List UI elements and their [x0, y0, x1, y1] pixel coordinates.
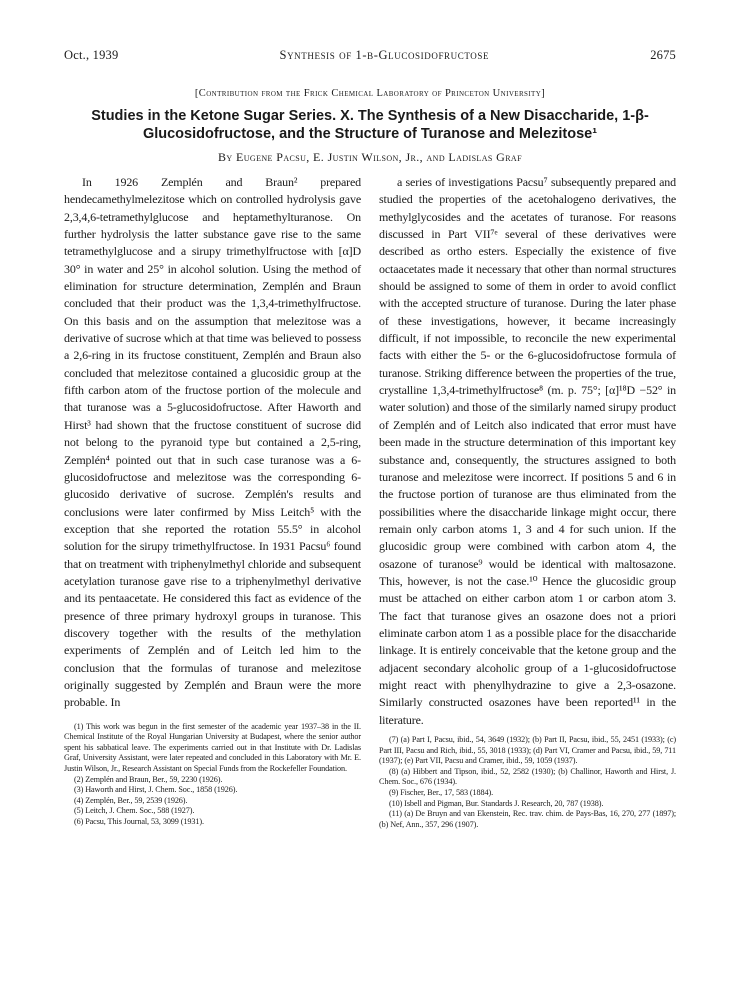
footnote-9: (9) Fischer, Ber., 17, 583 (1884). [389, 787, 494, 797]
footnote-3: (3) Haworth and Hirst, J. Chem. Soc., 1858 (1926). [74, 785, 238, 795]
author-byline: By Eugene Pacsu, E. Justin Wilson, Jr., and Ladislas Graf [218, 150, 522, 164]
left-footnotes [64, 722, 361, 828]
footnote-2: (2) Zemplén and Braun, Ber., 59, 2230 (1926). [74, 774, 223, 784]
header-date: Oct., 1939 [64, 48, 119, 62]
footnote-8: (8) (a) Hibbert and Tipson, ibid., 52, 2582 (1930); (b) Challinor, Haworth and Hirst, J. Chem. Soc., 676 (1934). [379, 766, 676, 787]
header-running-title: Synthesis of 1-β-Glucosidofructose [279, 48, 490, 62]
left-column [64, 174, 361, 830]
journal-page [64, 48, 676, 988]
right-footnotes [379, 735, 676, 830]
article-title: Studies in the Ketone Sugar Series. X. The Synthesis of a New Disaccharide, 1-β-Glucosidofructose, and the Structure of Turanose and Melezitose¹ [91, 108, 649, 142]
left-column-body: In 1926 Zemplén and Braun² prepared hendecamethylmelezitose which on controlled hydrolysis gave 2,3,4,6-tetramethylglucose and heptamethylturanose. On further hydrolysis the latter substance gave rise to the same tetramethylglucose and a sirupy trimethylfructose with [α]D 30° in water and 25° in alcohol solution. Using the method of elimination for structure determination, Zemplén and Braun concluded that their product was the 1,3,4-trimethylfructose. On this basis and on the assumption that melezitose was a derivative of sucrose which at that time was believed to possess a 2,6-ring in its fructose constituent, Zemplén and Braun also concluded that melezitose contained a glucosidic group at the fifth carbon atom of the fructose portion of the molecule and that turanose was a 5-glucosidofructose. After Haworth and Hirst³ had shown that the fructose constituent of sucrose did not belong to the pyranoid type but contained a 2,5-ring, Zemplén⁴ pointed out that in such case turanose was a 6-glucosidofructose and melezitose was the corresponding 6-glucosido derivative of sucrose. Zemplén's results and conclusions were later confirmed by Miss Leitch⁵ with the exception that she reported the rotation 55.5° in alcohol solution for the sirupy trimethylfructose. In 1931 Pacsu⁶ found that on treatment with triphenylmethyl chloride and subsequent acetylation turanose gave rise to a triphenylmethyl derivative and its pentaacetate. He considered this fact as evidence of the presence of three primary hydroxyl groups in turanose. This discovery together with the results of the methylation experiments of Zemplén and of Leitch led him to the conclusion that the formulas of turanose and melezitose originally suggested by Zemplén and Braun were the more probable. In [64, 175, 361, 710]
footnote-5: (5) Leitch, J. Chem. Soc., 588 (1927). [74, 806, 195, 816]
footnote-6: (6) Pacsu, This Journal, 53, 3099 (1931). [74, 817, 204, 826]
footnote-7: (7) (a) Part I, Pacsu, ibid., 54, 3649 (1932); (b) Part II, Pacsu, ibid., 55, 2451 (1933); (c) Part III, Pacsu and Rich, ibid., 55, 3018 (1933); (d) Part VI, Cramer and Pacsu, ibid., 59, 711 (1937); (e) Part VII, Pacsu and Cramer, ibid., 59, 1059 (1937). [379, 735, 676, 766]
footnote-11: (11) (a) De Bruyn and van Ekenstein, Rec. trav. chim. de Pays-Bas, 16, 270, 277 (1897); (b) Nef, Ann., 357, 296 (1907). [379, 809, 676, 829]
right-column [379, 174, 676, 830]
footnote-4: (4) Zemplén, Ber., 59, 2539 (1926). [74, 795, 188, 805]
header-page-number: 2675 [650, 48, 676, 62]
footnote-10: (10) Isbell and Pigman, Bur. Standards J. Research, 20, 787 (1938). [389, 798, 604, 808]
contribution-line: [Contribution from the Frick Chemical Laboratory of Princeton University] [194, 88, 546, 99]
right-column-body: a series of investigations Pacsu⁷ subsequently prepared and studied the properties of the acetohalogeno derivatives, the methylglycosides and the acetates of turanose. For reasons discussed in Part VII⁷ᵉ several of these derivatives were described as ortho esters. Especially the existence of five octaacetates made it necessary that other than normal structures should be assigned to some of them in order to avoid conflict with the accepted structure of turanose. During the later phase of these investigations, however, it became increasingly difficult, if not impossible, to reconcile the new experimental facts with either the 5- or the 6-glucosidofructose formula of turanose. Striking difference between the properties of the true, crystalline 1,3,4-trimethylfructose⁸ (m. p. 75°; [α]¹⁸D −52° in water solution) and those of the similarly named sirupy product of Zemplén and of Leitch also indicated that error must have been made in the structure determination of this important key substance and, consequently, the structures assigned to both turanose and melezitose were incorrect. If positions 5 and 6 in the fructose portion of turanose are thus eliminated from the possibilities where the disaccharide linkage might occur, there remain only carbon atoms 1, 3 and 4 for such union. If the glucosidic group were combined with carbon atom 4, the osazone of turanose⁹ would be identical with maltosazone. This, however, is not the case.¹⁰ Hence the glucosidic group must be attached on either carbon atom 1 or carbon atom 3. The fact that turanose gives an osazone does not a priori eliminate carbon atom 1 as a possible place for the disaccharide linkage. It is entirely conceivable that the ketone group and the adjacent secondary alcoholic group of a 1-glucosidofructose might react with phenylhydrazine to give a 2,3-osazone. Similarly constructed osazones have been reported¹¹ in the literature. [379, 175, 676, 727]
footnote-1: (1) This work was begun in the first semester of the academic year 1937–38 in the II. Chemical Institute of the Royal Hungarian University at Budapest, where the senior author spent his sabbatical leave. The experiments carried out in that Institute with Dr. Ladislas Graf, University Assistant, were later repeated and concluded in this Laboratory with Mr. E. Justin Wilson, Jr., Research Assistant on Special Funds from the Rockefeller Foundation. [64, 721, 361, 774]
two-column-body [64, 174, 676, 830]
running-head [64, 48, 676, 63]
